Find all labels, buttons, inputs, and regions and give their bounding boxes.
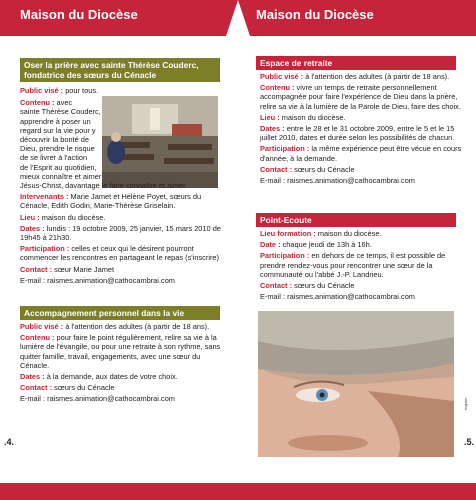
section-title-accompagnement: Accompagnement personnel dans la vie [20, 306, 220, 320]
left-header-title: Maison du Diocèse [20, 7, 138, 22]
retraite-details: Public visé : à l'attention des adultes (à partir de 18 ans). Contenu : vivre un temps de retraite personnellement accompagnée pour faire l'expérience de Dieu dans la prière, relire sa vie à la lumière de la Parole de Dieu, faire des choix. Lieu : maison du diocèse. Dates : entre le 28 et le 31 octobre 2009, entre le 5 et le 15 juillet 2010, dates et durée selon les possibilités de chacun. Participation : la même expérience peut être vécue en cours d'année, à la demande. Contact : sœurs du Cénacle E-mail : raismes.animation@cathocambrai.com [260, 72, 466, 187]
left-footer-band [0, 483, 238, 500]
right-footer-band [238, 483, 476, 500]
left-header-band [0, 0, 238, 36]
woman-face-photo [258, 311, 454, 457]
retraite-email: E-mail : raismes.animation@cathocambrai.com [260, 176, 415, 186]
section-title-point-ecoute: Point-Ecoute [256, 213, 456, 227]
church-prayer-photo [102, 96, 218, 188]
left-page-number: .4. [4, 437, 15, 447]
priere-intro: Public visé : pour tous. Contenu : avec sainte Thérèse Couderc, apprendre à poser un regard sur la vie pour y découvrir la bonté de Dieu, prendre le risque de se livrer à l'action de l'Esprit au quotidien, mieux connaître et aimer [20, 86, 102, 181]
point-ecoute-email: E-mail : raismes.animation@cathocambrai.com [260, 292, 415, 302]
accompagnement-details: Public visé : à l'attention des adultes (à partir de 18 ans). Contenu : pour faire le point régulièrement, relire sa vie à la lumière de l'évangile, ou pour une retraite à son rythme, sans quitter famille, travail, engagements, avec une sœur du Cénacle. Dates : à la demande, aux dates de votre choix. Contact : sœurs du Cénacle E-mail : raismes.animation@cathocambrai.com [20, 322, 228, 406]
right-page-number: .5. [464, 437, 475, 447]
priere-email: E-mail : raismes.animation@cathocambrai.com [20, 275, 175, 285]
section-title-priere: Oser la prière avec sainte Thérèse Couderc, fondatrice des sœurs du Cénacle [20, 58, 220, 82]
point-ecoute-details: Lieu formation : maison du diocèse. Date : chaque jeudi de 13h à 16h. Participation : en dehors de ce temps, il est possible de prendre rendez-vous pour rencontrer une sœur de la communauté ou l'abbé J.-P. Landrieu. Contact : sœurs du Cénacle E-mail : raismes.animation@cathocambrai.com [260, 229, 466, 303]
priere-details: Jésus-Christ, davantage le faire connaître et aimer. Intervenants : Marie Jamet et Hélène Poyet, sœurs du Cénacle, Edith Godin, Marie-Thérèse Griselain. Lieu : maison du diocèse. Dates : lundis : 19 octobre 2009, 25 janvier, 15 mars 2010 de 19h45 à 21h30. Participation : celles et ceux qui le désirent pourront commencer les rencontres en partageant le repas (s'inscrire) Contact : sœur Marie Jamet E-mail : raismes.animation@cathocambrai.com [20, 181, 228, 287]
right-header-title: Maison du Diocèse [256, 7, 374, 22]
photo-credit: Ingram [463, 397, 468, 410]
accompagnement-email: E-mail : raismes.animation@cathocambrai.com [20, 394, 175, 404]
section-title-retraite: Espace de retraite [256, 56, 456, 70]
right-header-band [238, 0, 476, 36]
